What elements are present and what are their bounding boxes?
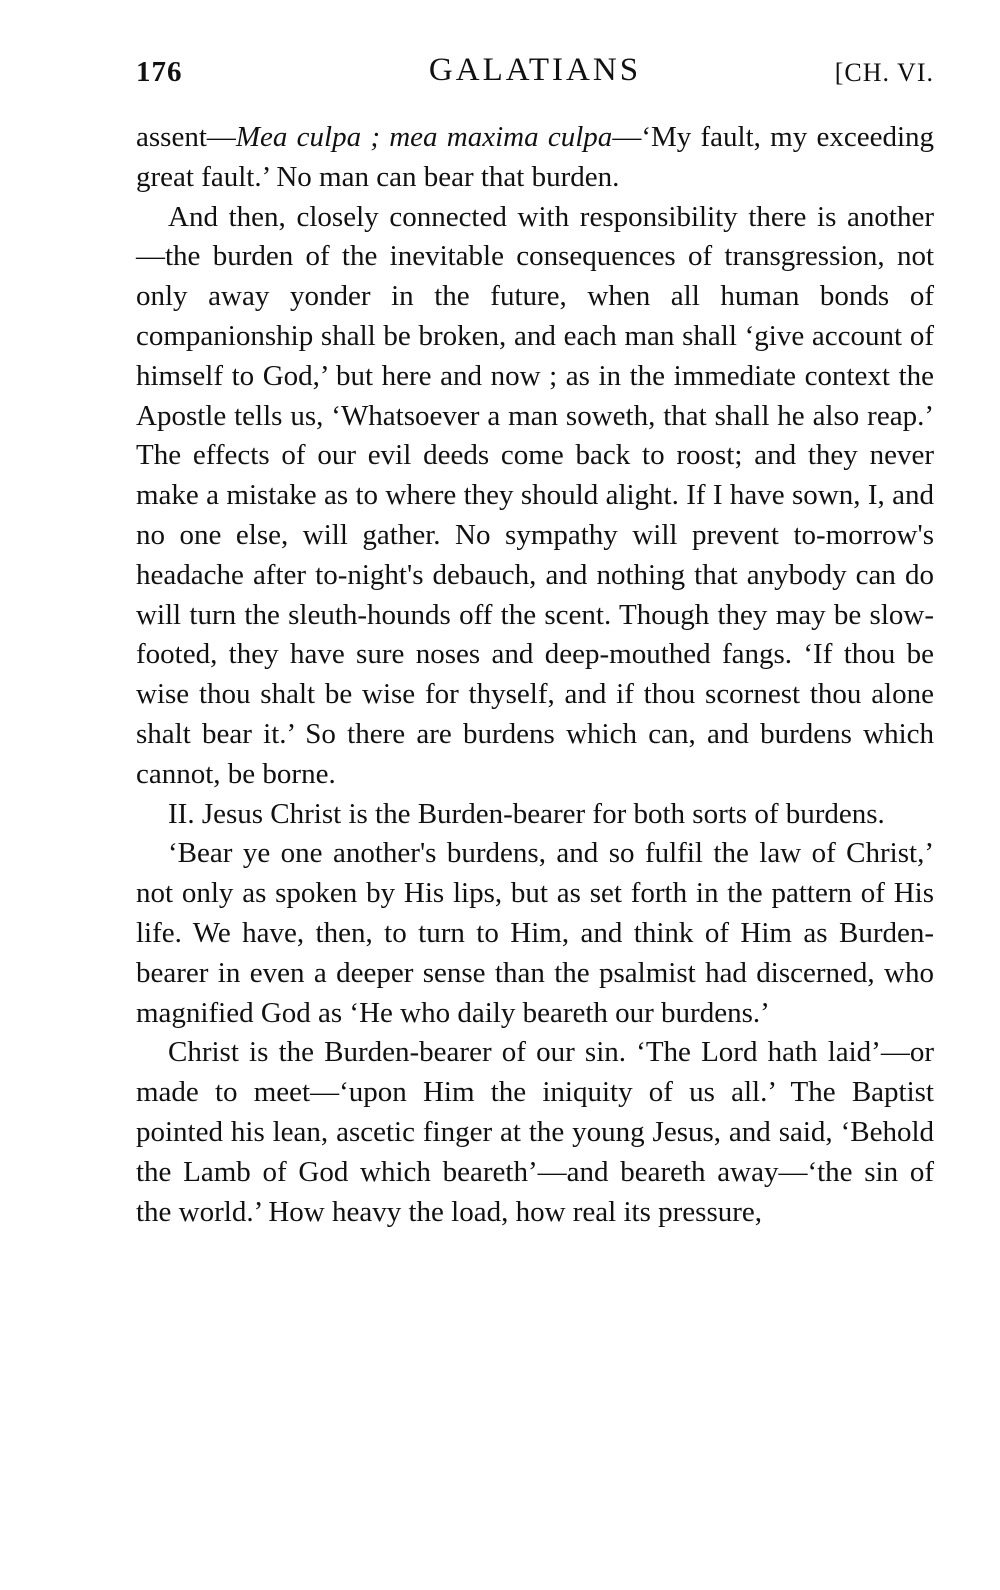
body-text	[136, 118, 934, 1232]
chapter-reference: [CH. VI.	[834, 58, 934, 87]
running-title: GALATIANS	[428, 52, 642, 88]
latin-phrase: Mea culpa ; mea maxima culpa	[235, 121, 613, 153]
paragraph-1	[136, 118, 934, 198]
paragraph-3: ‘Bear ye one another's burdens, and so fulfil the law of Christ,’ not only as spoken by His lips, but as set forth in the pattern of His life. We have, then, to turn to Him, and think of Him as Burden-bearer in even a deeper sense than the psalmist had discerned, who magnified God as ‘He who daily beareth our burdens.’	[136, 837, 934, 1029]
paragraph-1-lead: assent—	[136, 121, 236, 153]
paragraph-4: Christ is the Burden-bearer of our sin. ‘The Lord hath laid’—or made to meet—‘upon Him the iniquity of us all.’ The Baptist pointed his lean, ascetic finger at the young Jesus, and said, ‘Behold the Lamb of God which beareth’—and beareth away—‘the sin of the world.’ How heavy the load, how real its pressure,	[136, 1036, 934, 1228]
page-header	[136, 48, 934, 100]
section-heading-ii: II. Jesus Christ is the Burden-bearer for both sorts of burdens.	[168, 797, 885, 830]
page-number: 176	[136, 56, 183, 88]
paragraph-2: And then, closely connected with responsibility there is another—the burden of the inevitable consequences of transgression, not only away yonder in the future, when all human bonds of companionship shall be broken, and each man shall ‘give account of himself to God,’ but here and now ; as in the immediate context the Apostle tells us, ‘Whatsoever a man soweth, that shall he also reap.’ The effects of our evil deeds come back to roost; and they never make a mistake as to where they should alight. If I have sown, I, and no one else, will gather. No sympathy will prevent to-morrow's headache after to-night's debauch, and nothing that anybody can do will turn the sleuth-hounds off the scent. Though they may be slow-footed, they have sure noses and deep-mouthed fangs. ‘If thou be wise thou shalt be wise for thyself, and if thou scornest thou alone shalt bear it.’ So there are burdens which can, and burdens which cannot, be borne.	[136, 200, 934, 790]
paragraph-1-rest: —‘My fault, my exceeding great fault.’ No man can bear that burden.	[136, 121, 934, 193]
